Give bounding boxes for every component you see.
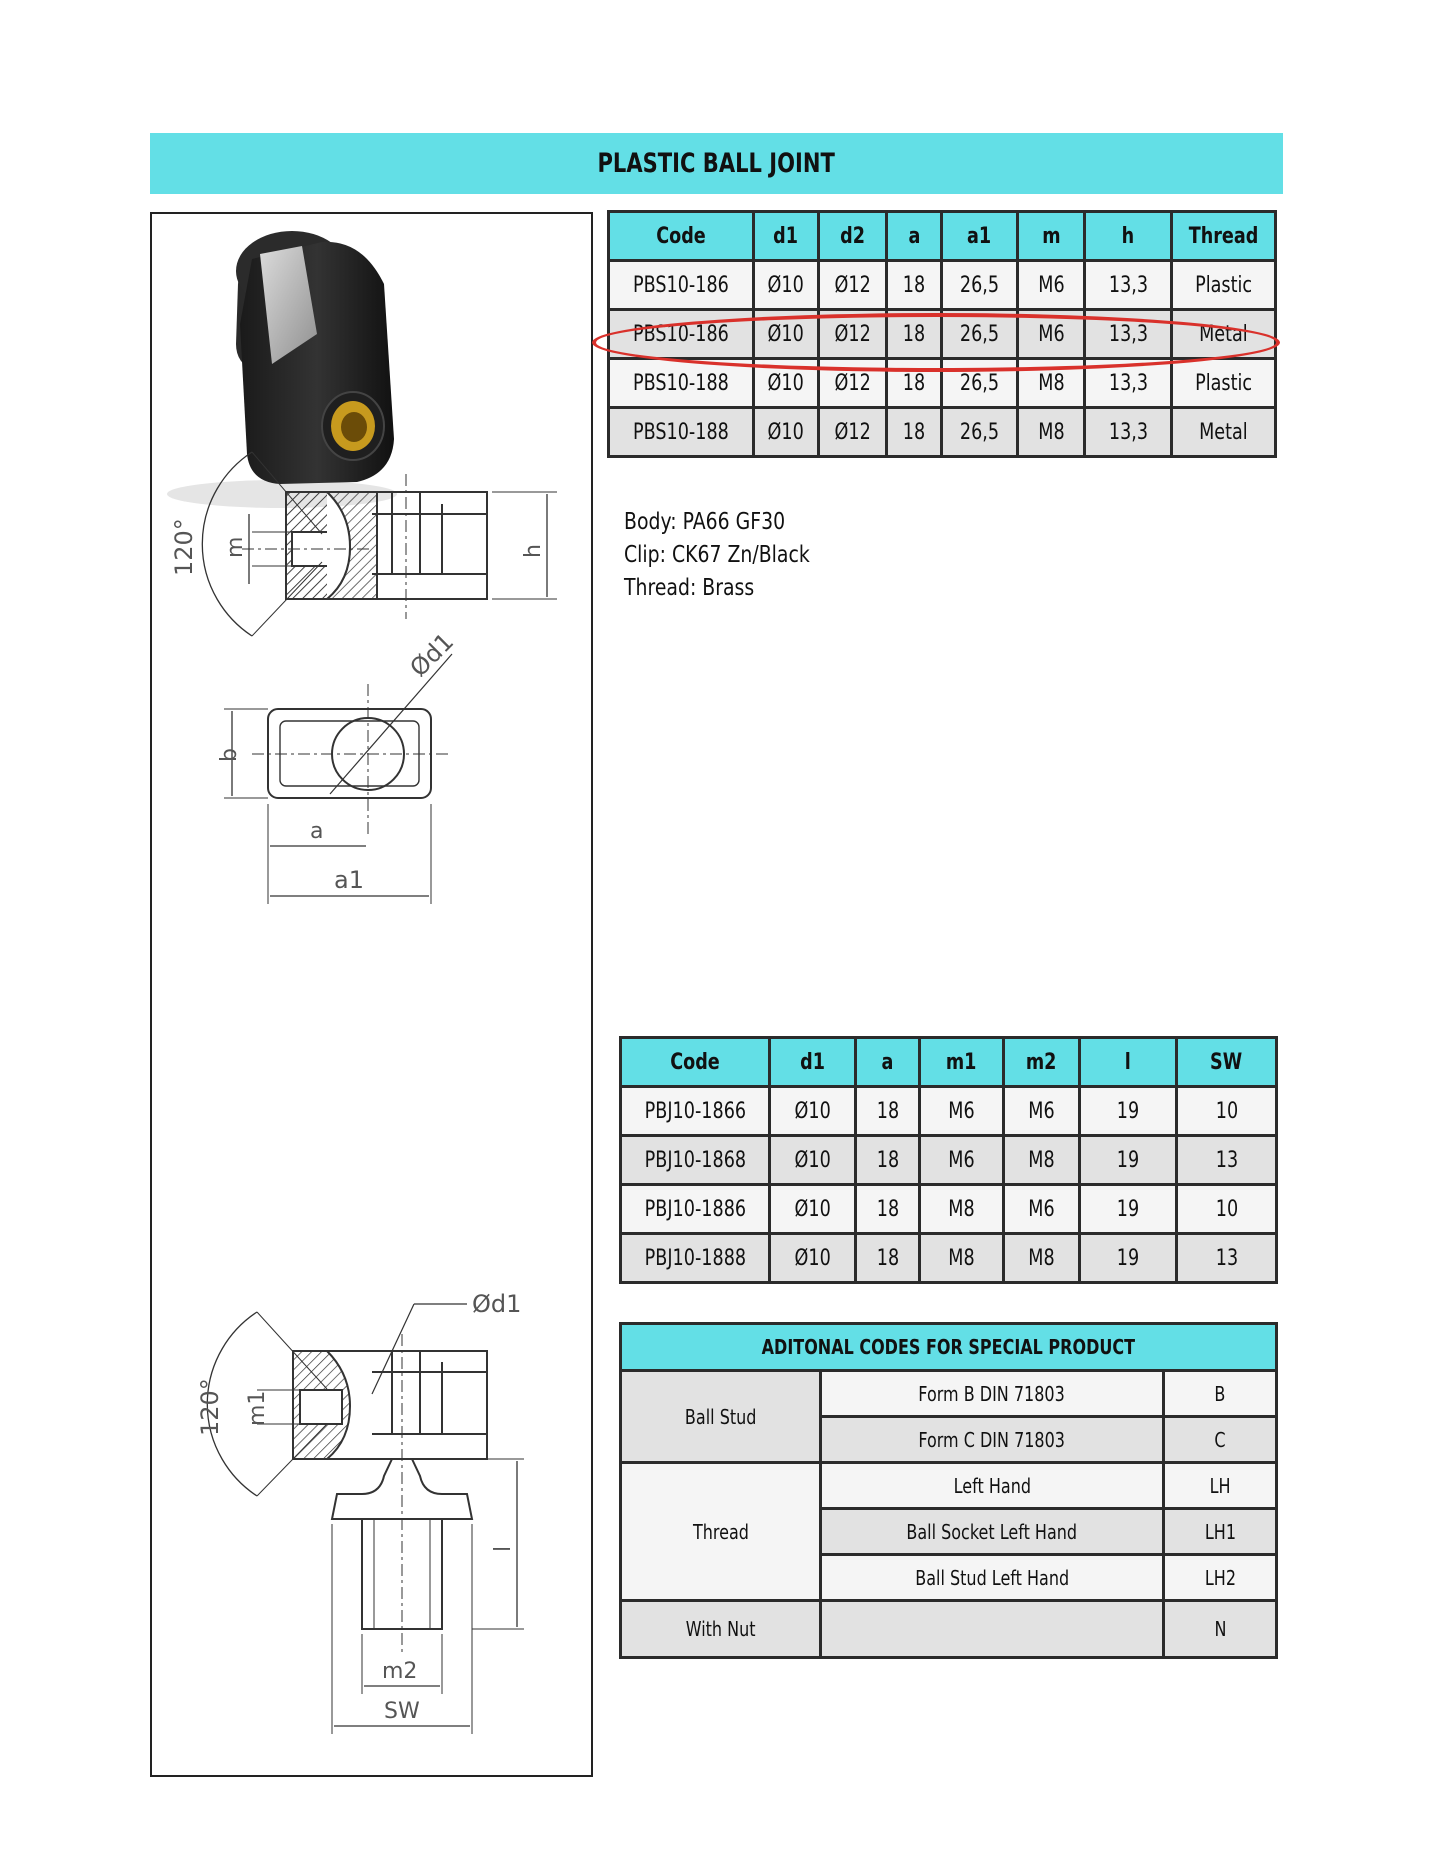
cell: B bbox=[1214, 1381, 1226, 1406]
cell: M6 bbox=[1028, 1196, 1055, 1222]
cell: 13 bbox=[1215, 1147, 1238, 1173]
cell: 13,3 bbox=[1108, 419, 1148, 445]
cell: 18 bbox=[902, 370, 926, 396]
header-d1: d1 bbox=[754, 212, 819, 261]
cell: Ø10 bbox=[794, 1147, 831, 1173]
cell: PBJ10-1866 bbox=[644, 1098, 746, 1124]
group-with-nut: With Nut bbox=[685, 1617, 756, 1641]
side-view-drawing bbox=[202, 452, 557, 636]
material-thread: Thread: Brass bbox=[624, 575, 755, 601]
cell: Left Hand bbox=[953, 1473, 1031, 1498]
header-a: a bbox=[887, 212, 942, 261]
cell: 19 bbox=[1116, 1245, 1140, 1271]
cell: 18 bbox=[902, 321, 926, 347]
material-clip: Clip: CK67 Zn/Black bbox=[624, 542, 810, 568]
header-l: l bbox=[1080, 1038, 1177, 1087]
cell: 26,5 bbox=[959, 419, 1000, 445]
cell: 10 bbox=[1215, 1098, 1238, 1124]
cell: M6 bbox=[948, 1098, 975, 1124]
cell: 18 bbox=[876, 1098, 899, 1124]
cell: M6 bbox=[1037, 272, 1065, 298]
cell: 13,3 bbox=[1108, 370, 1148, 396]
cell: Plastic bbox=[1195, 272, 1252, 298]
d1-bottom-label: Ød1 bbox=[472, 1290, 522, 1318]
cell: 10 bbox=[1215, 1196, 1238, 1222]
cell: Ball Stud Left Hand bbox=[915, 1565, 1069, 1590]
cell: 18 bbox=[876, 1196, 899, 1222]
cell: Ø12 bbox=[834, 370, 871, 396]
cell: PBJ10-1888 bbox=[644, 1245, 746, 1271]
cell: PBS10-186 bbox=[633, 272, 729, 298]
table-row bbox=[621, 1136, 1277, 1185]
group-ball-stud: Ball Stud bbox=[684, 1404, 757, 1429]
cell: M8 bbox=[1028, 1245, 1055, 1271]
table-header-row bbox=[609, 212, 1276, 261]
d1-label: Ød1 bbox=[404, 627, 460, 683]
header-code: Code bbox=[609, 212, 754, 261]
cell: 18 bbox=[902, 419, 926, 445]
additional-codes-table bbox=[619, 1322, 1278, 1659]
header-thread: Thread bbox=[1172, 212, 1276, 261]
m-label: m bbox=[223, 536, 248, 558]
cell: Plastic bbox=[1195, 370, 1252, 396]
cell: M8 bbox=[1037, 370, 1065, 396]
table-row bbox=[621, 1234, 1277, 1283]
m2-label: m2 bbox=[382, 1659, 418, 1684]
table-header-row bbox=[621, 1324, 1277, 1371]
cell: M8 bbox=[948, 1245, 975, 1271]
a1-label: a1 bbox=[334, 866, 364, 894]
header-d1: d1 bbox=[770, 1038, 856, 1087]
cell: Ø12 bbox=[834, 419, 871, 445]
cell: 19 bbox=[1116, 1098, 1140, 1124]
header-d2: d2 bbox=[819, 212, 887, 261]
cell: M6 bbox=[1028, 1098, 1055, 1124]
cell: Ball Socket Left Hand bbox=[906, 1519, 1078, 1544]
ball-joint-drawing bbox=[207, 1304, 524, 1734]
cell: Form B DIN 71803 bbox=[918, 1381, 1066, 1406]
table-header-row bbox=[621, 1038, 1277, 1087]
cell: 18 bbox=[876, 1147, 899, 1173]
product-render bbox=[167, 231, 397, 508]
cell: 18 bbox=[876, 1245, 899, 1271]
header-code: Code bbox=[621, 1038, 770, 1087]
b-label: b bbox=[217, 748, 242, 762]
cell: M6 bbox=[1037, 321, 1065, 347]
page-title: PLASTIC BALL JOINT bbox=[150, 133, 1283, 194]
cell: Ø10 bbox=[767, 370, 805, 396]
header-m2: m2 bbox=[1004, 1038, 1080, 1087]
cell: M8 bbox=[1037, 419, 1065, 445]
cell: PBS10-186 bbox=[633, 321, 729, 347]
cell: PBJ10-1886 bbox=[644, 1196, 746, 1222]
cell: Ø12 bbox=[834, 272, 871, 298]
table-row bbox=[609, 310, 1276, 359]
angle-top-label: 120° bbox=[170, 518, 198, 576]
cell: Ø10 bbox=[767, 419, 805, 445]
table-row bbox=[621, 1185, 1277, 1234]
cell: Ø10 bbox=[767, 321, 805, 347]
cell: LH2 bbox=[1204, 1565, 1236, 1590]
cell: Metal bbox=[1199, 321, 1248, 347]
table-row bbox=[621, 1463, 1277, 1509]
cell: 26,5 bbox=[959, 370, 1000, 396]
cell: Ø10 bbox=[794, 1196, 831, 1222]
sw-label: SW bbox=[384, 1699, 420, 1724]
header-a: a bbox=[856, 1038, 920, 1087]
m1-label: m1 bbox=[245, 1390, 270, 1426]
cell: 19 bbox=[1116, 1196, 1140, 1222]
ball-stud-table bbox=[619, 1036, 1278, 1284]
cell: N bbox=[1214, 1617, 1226, 1641]
group-thread: Thread bbox=[692, 1519, 749, 1544]
cell: Metal bbox=[1199, 419, 1248, 445]
table-row bbox=[609, 408, 1276, 457]
technical-drawings bbox=[152, 214, 595, 1779]
cell: 13,3 bbox=[1108, 272, 1148, 298]
table-row bbox=[621, 1371, 1277, 1417]
cell: 18 bbox=[902, 272, 926, 298]
header-sw: SW bbox=[1177, 1038, 1277, 1087]
cell: C bbox=[1214, 1427, 1226, 1452]
header-m1: m1 bbox=[920, 1038, 1004, 1087]
additional-codes-header: ADITONAL CODES FOR SPECIAL PRODUCT bbox=[621, 1324, 1277, 1371]
cell: PBJ10-1868 bbox=[644, 1147, 746, 1173]
l-label: l bbox=[491, 1545, 516, 1552]
header-h: h bbox=[1085, 212, 1172, 261]
cell: 13 bbox=[1215, 1245, 1238, 1271]
cell: 19 bbox=[1116, 1147, 1140, 1173]
cell: M8 bbox=[1028, 1147, 1055, 1173]
cell: LH1 bbox=[1204, 1519, 1236, 1544]
ball-joint-table bbox=[607, 210, 1277, 458]
cell: Ø10 bbox=[767, 272, 805, 298]
cell: Ø12 bbox=[834, 321, 871, 347]
drawings-panel bbox=[150, 212, 593, 1777]
cell: Form C DIN 71803 bbox=[918, 1427, 1066, 1452]
cell: PBS10-188 bbox=[633, 370, 729, 396]
table-row bbox=[621, 1601, 1277, 1658]
a-label: a bbox=[310, 819, 324, 844]
material-spec bbox=[624, 506, 851, 605]
cell: M6 bbox=[948, 1147, 975, 1173]
h-label: h bbox=[521, 544, 546, 558]
cell: 26,5 bbox=[959, 321, 1000, 347]
cell: M8 bbox=[948, 1196, 975, 1222]
table-row bbox=[621, 1087, 1277, 1136]
table-row bbox=[609, 359, 1276, 408]
material-body: Body: PA66 GF30 bbox=[624, 509, 786, 535]
header-m: m bbox=[1018, 212, 1085, 261]
cell: Ø10 bbox=[794, 1098, 831, 1124]
cell: PBS10-188 bbox=[633, 419, 729, 445]
cell: LH bbox=[1209, 1473, 1231, 1498]
cell: Ø10 bbox=[794, 1245, 831, 1271]
table-row bbox=[609, 261, 1276, 310]
cell: 13,3 bbox=[1108, 321, 1148, 347]
header-a1: a1 bbox=[942, 212, 1018, 261]
angle-bottom-label: 120° bbox=[196, 1378, 224, 1436]
cell: 26,5 bbox=[959, 272, 1000, 298]
